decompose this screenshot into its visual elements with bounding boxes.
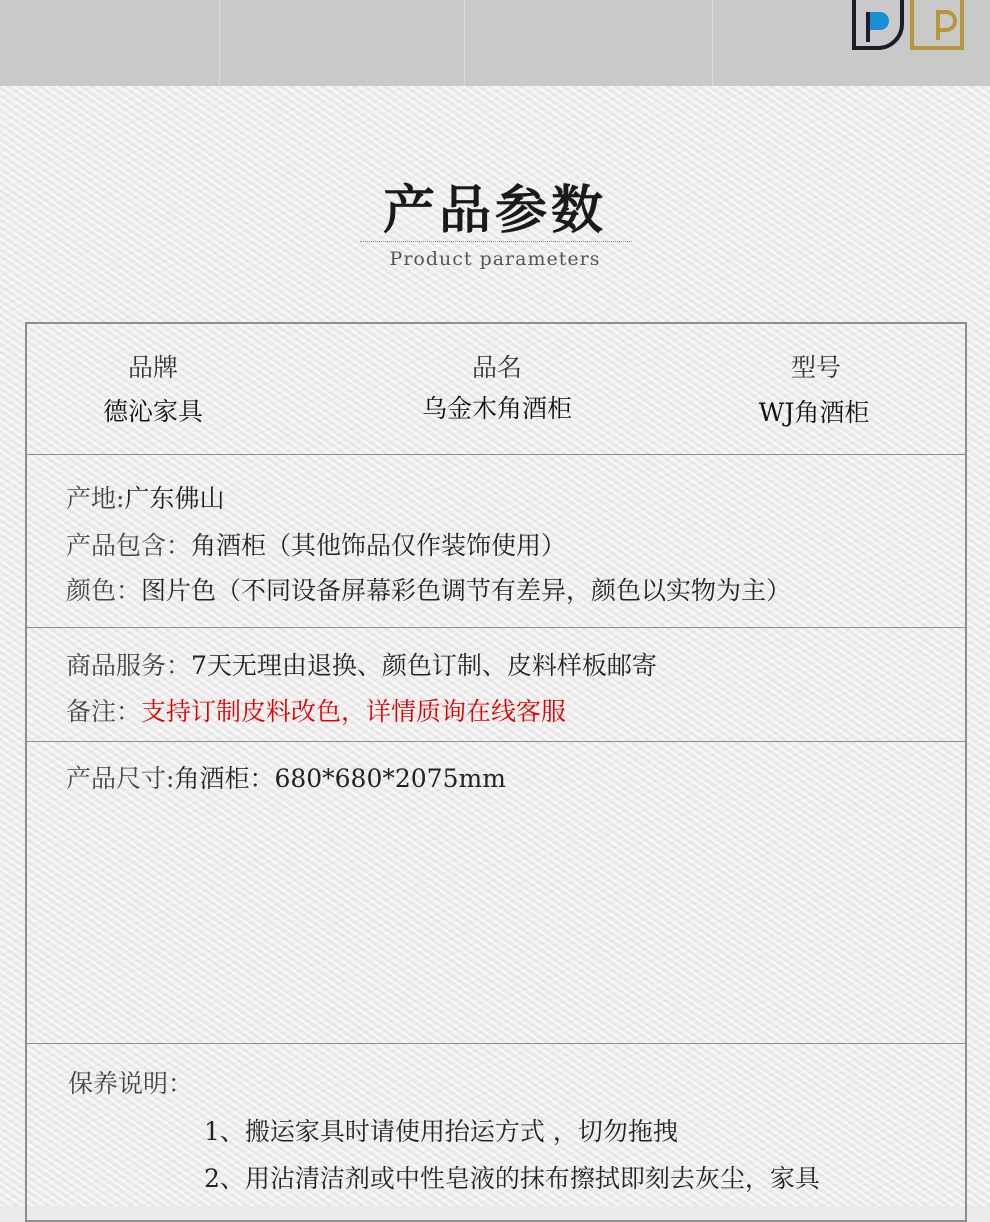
brand-label: 品牌 [127,353,178,382]
top-banner [0,0,990,86]
care-heading: 保养说明： [68,1069,194,1098]
note-line [66,692,566,728]
banner-segment [219,0,465,86]
origin-label: 产地: [66,484,125,513]
table-divider [25,627,967,628]
size-line [66,759,506,795]
table-divider [25,741,967,742]
care-item: 2、用沾清洁剂或中性皂液的抹布擦拭即刻去灰尘，家具 [204,1164,820,1193]
model-value: WJ角酒柜 [758,398,870,427]
color-value: 图片色（不同设备屏幕彩色调节有差异，颜色以实物为主） [141,576,792,605]
brand-value: 德沁家具 [102,397,203,426]
color-line [66,571,791,607]
service-label: 商品服务： [66,651,192,680]
model-label: 型号 [790,353,841,382]
title-divider [360,241,632,242]
dp-logo-icon [850,0,966,52]
page-subtitle: Product parameters [389,248,601,270]
table-divider [25,1043,967,1044]
includes-value: 角酒柜（其他饰品仅作装饰使用） [191,531,567,560]
color-label: 颜色： [66,576,142,605]
includes-label: 产品包含： [66,531,192,560]
table-divider [25,454,967,455]
service-value: 7天无理由退换、颜色订制、皮料样板邮寄 [191,651,657,680]
includes-line [66,526,566,562]
note-label: 备注： [66,697,142,726]
size-value: 角酒柜：680*680*2075mm [174,764,506,793]
care-item: 1、搬运家具时请使用抬运方式 ，切勿拖拽 [204,1117,678,1146]
page-title: 产品参数 [382,181,607,241]
name-label: 品名 [471,353,522,382]
note-value: 支持订制皮料改色，详情质询在线客服 [141,697,567,726]
banner-segment [0,0,220,86]
banner-segment [464,0,713,86]
name-value: 乌金木角酒柜 [421,394,572,423]
size-label: 产品尺寸: [66,764,175,793]
service-line [66,646,657,682]
origin-line [66,479,224,515]
origin-value: 广东佛山 [124,484,225,513]
